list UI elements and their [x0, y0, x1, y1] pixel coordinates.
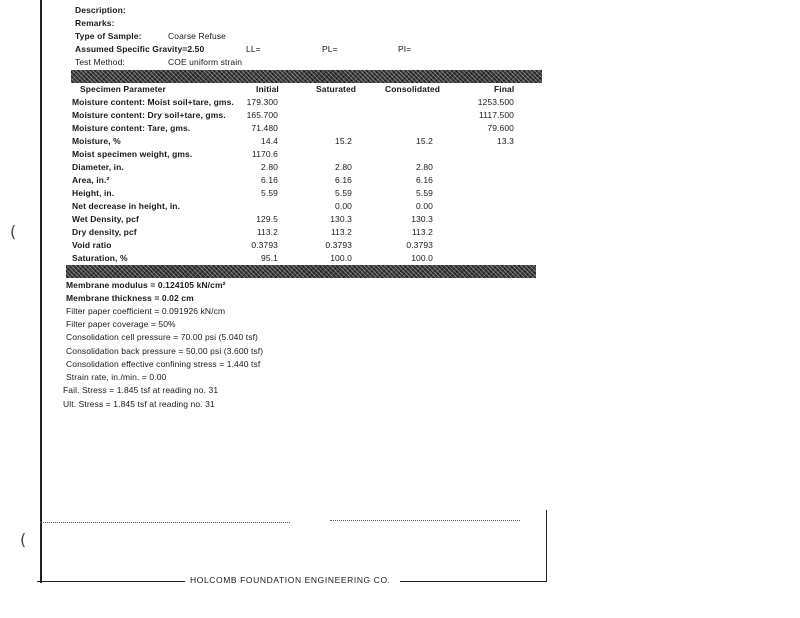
row-consolidated: 100.0: [411, 253, 433, 263]
note-effective-stress: Consolidation effective confining stress = 1.440 tsf: [66, 359, 261, 369]
row-consolidated: 113.2: [411, 227, 433, 237]
scan-mark-lower: (: [20, 530, 27, 549]
row-saturated: 0.00: [335, 201, 352, 211]
row-parameter: Area, in.²: [72, 175, 110, 185]
row-parameter: Height, in.: [72, 188, 115, 198]
row-parameter: Dry density, pcf: [72, 227, 137, 237]
row-saturated: 100.0: [330, 253, 352, 263]
bottom-border: [37, 581, 185, 582]
column-header-parameter: Specimen Parameter: [80, 84, 166, 94]
row-final: 1253.500: [477, 97, 514, 107]
row-saturated: 0.3793: [325, 240, 352, 250]
row-parameter: Wet Density, pcf: [72, 214, 139, 224]
row-parameter: Diameter, in.: [72, 162, 124, 172]
note-back-pressure: Consolidation back pressure = 50.00 psi (3.600 tsf): [66, 346, 264, 356]
sample-type-value: Coarse Refuse: [168, 31, 226, 41]
note-membrane-thickness: Membrane thickness = 0.02 cm: [66, 293, 194, 303]
row-parameter: Saturation, %: [72, 253, 128, 263]
column-header-final: Final: [494, 84, 515, 94]
pl-label: PL=: [322, 44, 338, 54]
row-initial: 0.3793: [251, 240, 278, 250]
row-initial: 14.4: [261, 136, 278, 146]
row-parameter: Moist specimen weight, gms.: [72, 149, 193, 159]
row-final: 79.600: [487, 123, 514, 133]
row-consolidated: 5.59: [416, 188, 433, 198]
row-consolidated: 0.3793: [406, 240, 433, 250]
row-consolidated: 15.2: [416, 136, 433, 146]
row-consolidated: 2.80: [416, 162, 433, 172]
dotted-rule-left: [40, 522, 290, 523]
row-parameter: Net decrease in height, in.: [72, 201, 181, 211]
ll-label: LL=: [246, 44, 261, 54]
row-parameter: Moisture content: Moist soil+tare, gms.: [72, 97, 234, 107]
row-saturated: 5.59: [335, 188, 352, 198]
dotted-rule-right: [330, 520, 520, 521]
row-parameter: Moisture, %: [72, 136, 121, 146]
row-saturated: 130.3: [330, 214, 352, 224]
row-initial: 1170.6: [252, 149, 278, 159]
row-initial: 179.300: [246, 97, 278, 107]
row-initial: 6.16: [261, 175, 278, 185]
left-border: [40, 0, 42, 583]
column-header-saturated: Saturated: [316, 84, 357, 94]
column-header-consolidated: Consolidated: [385, 84, 441, 94]
remarks-label: Remarks:: [75, 18, 115, 28]
table-bottom-band: [66, 265, 536, 278]
column-header-initial: Initial: [256, 84, 279, 94]
row-consolidated: 6.16: [416, 175, 433, 185]
company-name: HOLCOMB FOUNDATION ENGINEERING CO.: [190, 575, 391, 585]
note-filter-paper-coverage: Filter paper coverage = 50%: [66, 319, 176, 329]
row-initial: 2.80: [261, 162, 278, 172]
test-method-label: Test Method:: [75, 57, 125, 67]
specific-gravity: Assumed Specific Gravity=2.50: [75, 44, 205, 54]
row-initial: 129.5: [256, 214, 278, 224]
sample-type-label: Type of Sample:: [75, 31, 142, 41]
note-fail-stress: Fail. Stress = 1.845 tsf at reading no. 31: [63, 385, 219, 395]
note-cell-pressure: Consolidation cell pressure = 70.00 psi (5.040 tsf): [66, 332, 258, 342]
note-filter-paper-coefficient: Filter paper coefficient = 0.091926 kN/cm: [66, 306, 226, 316]
row-final: 13.3: [497, 136, 514, 146]
row-consolidated: 130.3: [411, 214, 433, 224]
bottom-border-right: [400, 581, 547, 582]
row-initial: 165.700: [246, 110, 278, 120]
right-border: [546, 510, 547, 582]
scan-mark-upper: (: [10, 222, 17, 241]
row-saturated: 15.2: [335, 136, 352, 146]
row-saturated: 113.2: [330, 227, 352, 237]
row-parameter: Moisture content: Tare, gms.: [72, 123, 191, 133]
description-label: Description:: [75, 5, 126, 15]
test-method-value: COE uniform strain: [168, 57, 243, 67]
row-consolidated: 0.00: [416, 201, 433, 211]
pi-label: PI=: [398, 44, 412, 54]
row-parameter: Moisture content: Dry soil+tare, gms.: [72, 110, 226, 120]
row-final: 1117.500: [479, 110, 514, 120]
row-saturated: 6.16: [335, 175, 352, 185]
row-initial: 5.59: [261, 188, 278, 198]
note-ult-stress: Ult. Stress = 1.845 tsf at reading no. 31: [63, 399, 215, 409]
note-membrane-modulus: Membrane modulus = 0.124105 kN/cm²: [66, 280, 226, 290]
row-initial: 113.2: [256, 227, 278, 237]
row-parameter: Void ratio: [72, 240, 112, 250]
row-saturated: 2.80: [335, 162, 352, 172]
row-initial: 71.480: [251, 123, 278, 133]
table-top-band: [71, 70, 542, 83]
row-initial: 95.1: [261, 253, 278, 263]
note-strain-rate: Strain rate, in./min. = 0.00: [66, 372, 167, 382]
